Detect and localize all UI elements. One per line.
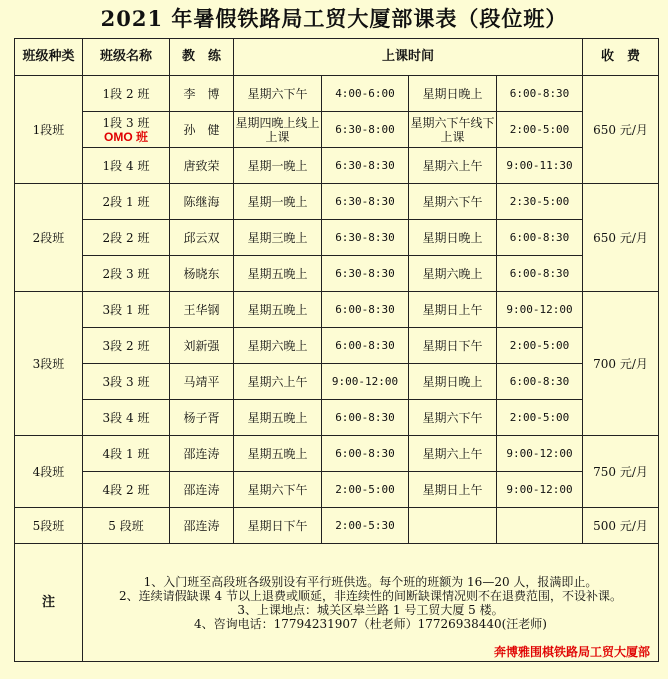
class-name: 2段 3 班 <box>102 266 150 281</box>
time-cell: 2:00-5:30 <box>322 508 409 544</box>
time-cell: 9:00-12:00 <box>497 436 583 472</box>
day-cell: 星期三晚上 <box>234 220 322 256</box>
coach-cell: 孙 健 <box>170 112 234 148</box>
class-name-cell <box>83 328 170 364</box>
day-cell: 星期日上午 <box>409 472 497 508</box>
day-cell: 星期六下午 <box>409 184 497 220</box>
day-cell: 星期六下午 <box>234 76 322 112</box>
day-cell: 星期五晚上 <box>234 400 322 436</box>
time-cell: 6:00-8:30 <box>322 328 409 364</box>
day-cell: 星期日晚上 <box>409 220 497 256</box>
note-line: 2、连续请假缺课 4 节以上退费或顺延，非连续性的间断缺课情况则不在退费范围，不设补课。 <box>119 588 622 603</box>
coach-cell: 王华钢 <box>170 292 234 328</box>
class-type-cell: 5段班 <box>15 508 83 544</box>
class-name: 2段 2 班 <box>102 230 150 245</box>
time-cell: 6:00-8:30 <box>322 292 409 328</box>
note-line: 1、入门班至高段班各级别设有平行班供选。每个班的班额为 16—20 人，报满即止。 <box>143 574 598 589</box>
time-cell: 9:00-11:30 <box>497 148 583 184</box>
table-row <box>15 184 659 220</box>
class-name-cell <box>83 112 170 148</box>
class-name: 3段 4 班 <box>102 410 150 425</box>
fee-cell: 500 元/月 <box>583 508 659 544</box>
table-row <box>15 256 659 292</box>
fee-cell: 650 元/月 <box>583 76 659 184</box>
schedule-table <box>14 38 659 662</box>
time-cell: 2:30-5:00 <box>497 184 583 220</box>
day-cell: 星期六下午 <box>409 400 497 436</box>
table-row <box>15 508 659 544</box>
day-cell <box>409 508 497 544</box>
table-row <box>15 220 659 256</box>
time-cell: 2:00-5:00 <box>497 112 583 148</box>
class-type-cell: 3段班 <box>15 292 83 436</box>
time-cell: 9:00-12:00 <box>322 364 409 400</box>
day-cell: 星期六下午 <box>234 472 322 508</box>
table-row <box>15 436 659 472</box>
omo-badge: OMO 班 <box>104 129 148 144</box>
coach-cell: 邵连涛 <box>170 436 234 472</box>
time-cell: 2:00-5:00 <box>497 328 583 364</box>
class-name-cell <box>83 400 170 436</box>
coach-cell: 邵连涛 <box>170 472 234 508</box>
header-time: 上课时间 <box>234 39 583 76</box>
day-cell: 星期五晚上 <box>234 256 322 292</box>
coach-cell: 陈继海 <box>170 184 234 220</box>
fee-cell: 750 元/月 <box>583 436 659 508</box>
table-row <box>15 364 659 400</box>
class-type-cell: 2段班 <box>15 184 83 292</box>
day-cell: 星期一晚上 <box>234 184 322 220</box>
day-cell: 星期日下午 <box>409 328 497 364</box>
class-name: 1段 3 班 <box>102 115 150 130</box>
day-cell: 星期五晚上 <box>234 292 322 328</box>
time-cell: 6:00-8:30 <box>322 436 409 472</box>
signature: 奔博雅围棋铁路局工贸大厦部 <box>494 645 651 659</box>
class-name-cell <box>83 184 170 220</box>
time-cell: 6:30-8:00 <box>322 112 409 148</box>
time-cell: 6:30-8:30 <box>322 184 409 220</box>
notes-label: 注 <box>15 544 83 662</box>
coach-cell: 杨晓东 <box>170 256 234 292</box>
time-cell: 6:00-8:30 <box>497 76 583 112</box>
header-class-name: 班级名称 <box>83 39 170 76</box>
note-line: 3、上课地点：城关区皋兰路 1 号工贸大厦 5 楼。 <box>237 602 504 617</box>
fee-cell: 650 元/月 <box>583 184 659 292</box>
class-name-cell <box>83 436 170 472</box>
day-cell: 星期六晚上 <box>409 256 497 292</box>
time-cell: 9:00-12:00 <box>497 472 583 508</box>
fee-cell: 700 元/月 <box>583 292 659 436</box>
coach-cell: 杨子胥 <box>170 400 234 436</box>
class-name: 3段 2 班 <box>102 338 150 353</box>
class-name-cell <box>83 508 170 544</box>
page-title: 2021 年暑假铁路局工贸大厦部课表（段位班） <box>100 6 568 31</box>
notes-content <box>83 544 659 662</box>
class-name: 4段 1 班 <box>102 446 150 461</box>
day-cell: 星期日下午 <box>234 508 322 544</box>
class-type-cell: 4段班 <box>15 436 83 508</box>
header-fee: 收 费 <box>583 39 659 76</box>
header-coach: 教 练 <box>170 39 234 76</box>
table-row <box>15 148 659 184</box>
notes-row <box>15 544 659 662</box>
time-cell <box>497 508 583 544</box>
coach-cell: 邵连涛 <box>170 508 234 544</box>
time-cell: 6:00-8:30 <box>497 364 583 400</box>
time-cell: 6:00-8:30 <box>322 400 409 436</box>
day-cell: 星期六下午线下上课 <box>409 112 497 148</box>
day-cell: 星期日晚上 <box>409 364 497 400</box>
table-row <box>15 328 659 364</box>
day-cell: 星期一晚上 <box>234 148 322 184</box>
table-row <box>15 472 659 508</box>
day-cell: 星期六上午 <box>409 436 497 472</box>
time-cell: 2:00-5:00 <box>322 472 409 508</box>
day-cell: 星期五晚上 <box>234 436 322 472</box>
header-type: 班级种类 <box>15 39 83 76</box>
time-cell: 6:30-8:30 <box>322 220 409 256</box>
header-row <box>15 39 659 76</box>
class-name: 1段 2 班 <box>102 86 150 101</box>
class-name-cell <box>83 364 170 400</box>
day-cell: 星期六晚上 <box>234 328 322 364</box>
class-name-cell <box>83 148 170 184</box>
class-name: 3段 3 班 <box>102 374 150 389</box>
time-cell: 6:30-8:30 <box>322 256 409 292</box>
class-type-cell: 1段班 <box>15 76 83 184</box>
time-cell: 4:00-6:00 <box>322 76 409 112</box>
day-cell: 星期日上午 <box>409 292 497 328</box>
day-cell: 星期六上午 <box>409 148 497 184</box>
class-name: 1段 4 班 <box>102 158 150 173</box>
day-cell: 星期六上午 <box>234 364 322 400</box>
class-name-cell <box>83 292 170 328</box>
time-cell: 6:00-8:30 <box>497 256 583 292</box>
class-name-cell <box>83 472 170 508</box>
note-line: 4、咨询电话：17794231907（杜老师）17726938440(汪老师) <box>194 616 547 631</box>
table-row <box>15 112 659 148</box>
coach-cell: 李 博 <box>170 76 234 112</box>
coach-cell: 马靖平 <box>170 364 234 400</box>
coach-cell: 刘新强 <box>170 328 234 364</box>
time-cell: 2:00-5:00 <box>497 400 583 436</box>
class-name-cell <box>83 220 170 256</box>
coach-cell: 唐致荣 <box>170 148 234 184</box>
table-row <box>15 400 659 436</box>
class-name: 4段 2 班 <box>102 482 150 497</box>
table-row <box>15 76 659 112</box>
table-row <box>15 292 659 328</box>
time-cell: 9:00-12:00 <box>497 292 583 328</box>
day-cell: 星期日晚上 <box>409 76 497 112</box>
day-cell: 星期四晚上线上上课 <box>234 112 322 148</box>
class-name: 5 段班 <box>108 518 144 533</box>
class-name: 3段 1 班 <box>102 302 150 317</box>
class-name-cell <box>83 256 170 292</box>
class-name: 2段 1 班 <box>102 194 150 209</box>
time-cell: 6:30-8:30 <box>322 148 409 184</box>
class-name-cell <box>83 76 170 112</box>
coach-cell: 邱云双 <box>170 220 234 256</box>
time-cell: 6:00-8:30 <box>497 220 583 256</box>
